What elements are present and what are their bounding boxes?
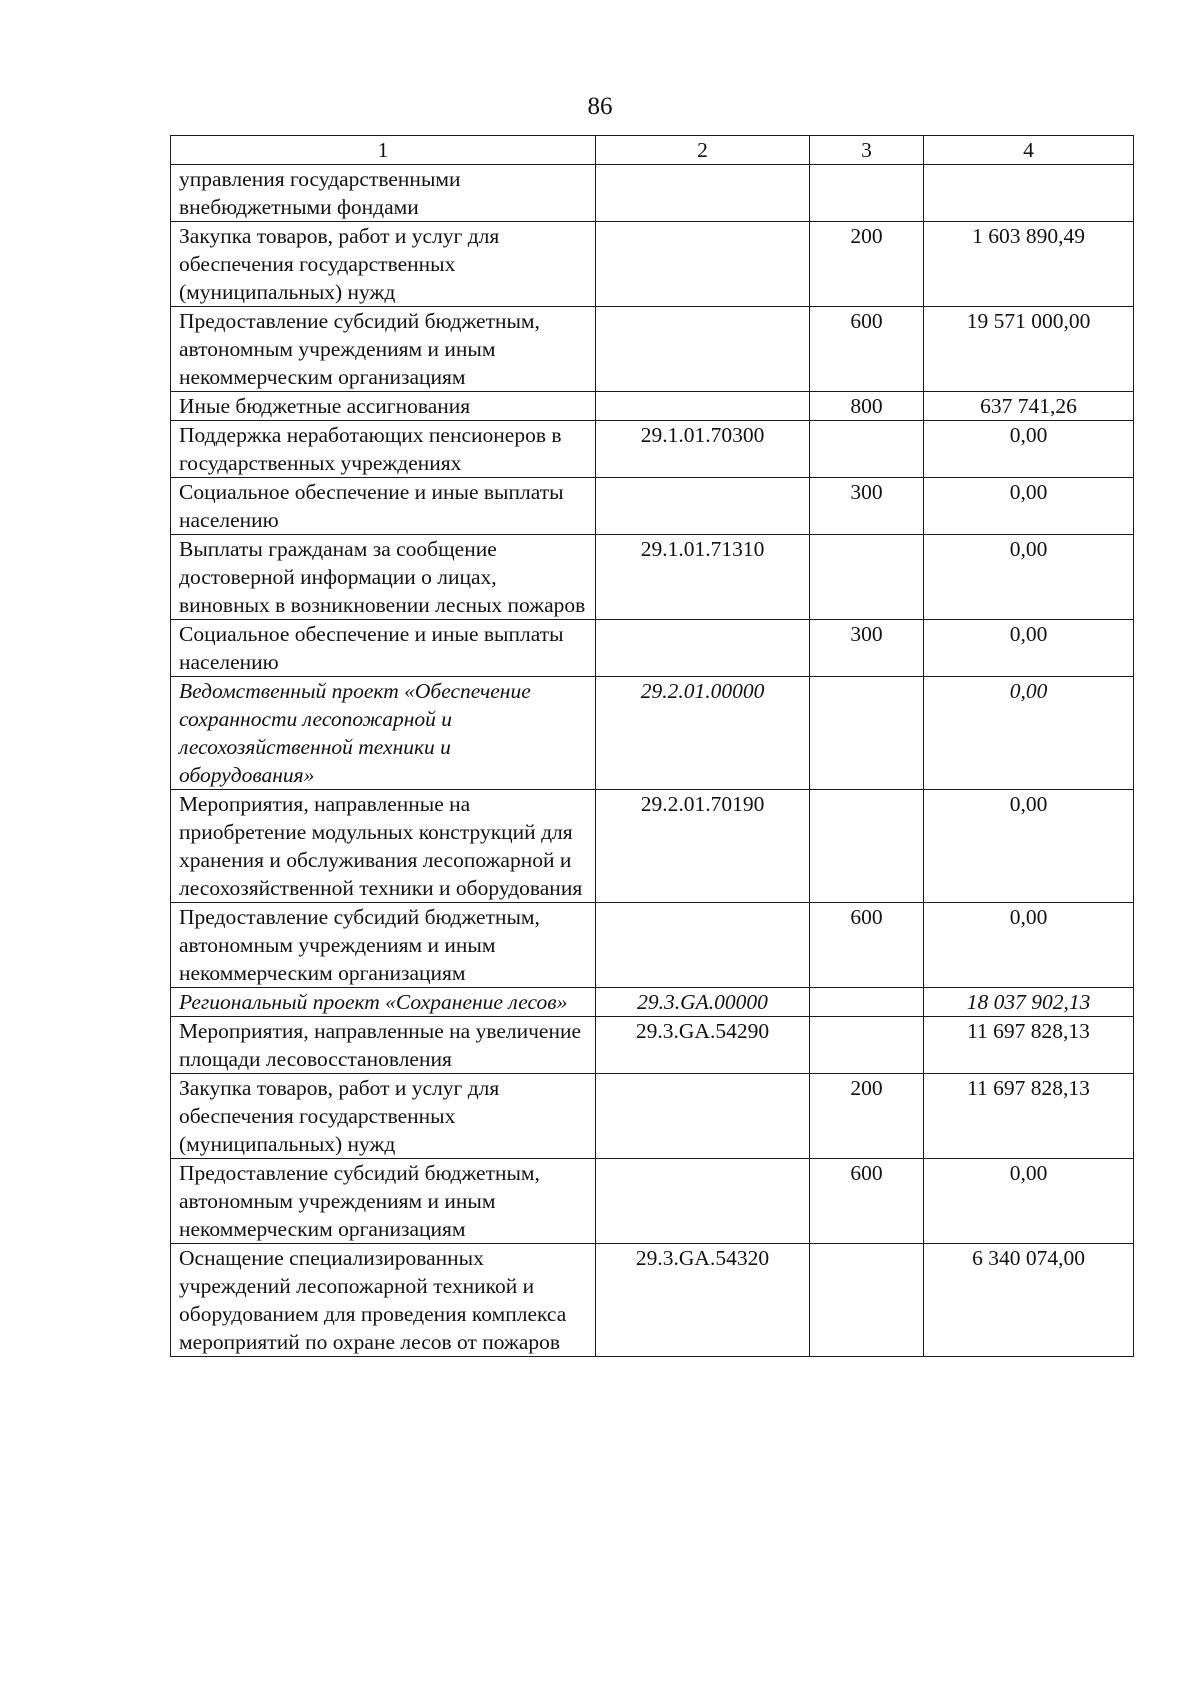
table-row	[171, 1074, 1134, 1159]
header-col-2: 2	[596, 136, 810, 165]
row-name-cell: Социальное обеспечение и иные выплаты населению	[171, 620, 596, 677]
row-amount-cell	[924, 165, 1134, 222]
row-code-cell	[596, 620, 810, 677]
table-row	[171, 1017, 1134, 1074]
row-amount-cell: 0,00	[924, 421, 1134, 478]
table-row	[171, 903, 1134, 988]
row-expense-type-cell: 200	[810, 1074, 924, 1159]
table-row	[171, 1159, 1134, 1244]
row-expense-type-cell	[810, 1017, 924, 1074]
table-row	[171, 1244, 1134, 1357]
row-name-cell: Ведомственный проект «Обеспечение сохранности лесопожарной и лесохозяйственной техники и оборудования»	[171, 677, 596, 790]
header-col-1: 1	[171, 136, 596, 165]
row-expense-type-cell: 600	[810, 903, 924, 988]
row-amount-cell: 1 603 890,49	[924, 222, 1134, 307]
row-expense-type-cell	[810, 988, 924, 1017]
budget-table	[170, 135, 1134, 1357]
row-code-cell: 29.2.01.00000	[596, 677, 810, 790]
row-amount-cell: 637 741,26	[924, 392, 1134, 421]
row-name-cell: Мероприятия, направленные на приобретение модульных конструкций для хранения и обслуживания лесопожарной и лесохозяйственной техники и оборудования	[171, 790, 596, 903]
row-code-cell	[596, 1159, 810, 1244]
row-code-cell	[596, 903, 810, 988]
row-code-cell: 29.1.01.70300	[596, 421, 810, 478]
row-name-cell: Предоставление субсидий бюджетным, автономным учреждениям и иным некоммерческим организациям	[171, 307, 596, 392]
row-name-cell: Выплаты гражданам за сообщение достоверной информации о лицах, виновных в возникновении лесных пожаров	[171, 535, 596, 620]
table-row	[171, 535, 1134, 620]
row-name-cell: управления государственными внебюджетными фондами	[171, 165, 596, 222]
row-expense-type-cell	[810, 421, 924, 478]
row-code-cell	[596, 165, 810, 222]
row-amount-cell: 0,00	[924, 620, 1134, 677]
row-code-cell: 29.3.GA.54290	[596, 1017, 810, 1074]
row-code-cell	[596, 222, 810, 307]
row-expense-type-cell: 600	[810, 1159, 924, 1244]
row-code-cell	[596, 307, 810, 392]
row-code-cell: 29.3.GA.54320	[596, 1244, 810, 1357]
row-name-cell: Иные бюджетные ассигнования	[171, 392, 596, 421]
table-row	[171, 222, 1134, 307]
header-row	[171, 136, 1134, 165]
row-name-cell: Поддержка неработающих пенсионеров в государственных учреждениях	[171, 421, 596, 478]
row-code-cell: 29.2.01.70190	[596, 790, 810, 903]
row-code-cell	[596, 1074, 810, 1159]
table-row	[171, 620, 1134, 677]
row-code-cell: 29.3.GA.00000	[596, 988, 810, 1017]
row-name-cell: Закупка товаров, работ и услуг для обеспечения государственных (муниципальных) нужд	[171, 222, 596, 307]
table-row	[171, 421, 1134, 478]
row-amount-cell: 0,00	[924, 677, 1134, 790]
table-row	[171, 307, 1134, 392]
row-amount-cell: 11 697 828,13	[924, 1074, 1134, 1159]
row-expense-type-cell: 300	[810, 620, 924, 677]
row-name-cell: Мероприятия, направленные на увеличение площади лесовосстановления	[171, 1017, 596, 1074]
table-row	[171, 677, 1134, 790]
table-header	[171, 136, 1134, 165]
row-amount-cell: 0,00	[924, 903, 1134, 988]
row-expense-type-cell: 200	[810, 222, 924, 307]
row-name-cell: Предоставление субсидий бюджетным, автономным учреждениям и иным некоммерческим организациям	[171, 903, 596, 988]
table-row	[171, 988, 1134, 1017]
row-expense-type-cell: 800	[810, 392, 924, 421]
table-body	[171, 165, 1134, 1357]
row-name-cell: Региональный проект «Сохранение лесов»	[171, 988, 596, 1017]
row-code-cell: 29.1.01.71310	[596, 535, 810, 620]
row-expense-type-cell: 300	[810, 478, 924, 535]
row-name-cell: Социальное обеспечение и иные выплаты населению	[171, 478, 596, 535]
row-expense-type-cell	[810, 677, 924, 790]
row-expense-type-cell	[810, 790, 924, 903]
page-number: 86	[587, 93, 613, 120]
row-amount-cell: 0,00	[924, 478, 1134, 535]
row-amount-cell: 0,00	[924, 790, 1134, 903]
table-row	[171, 478, 1134, 535]
row-expense-type-cell	[810, 1244, 924, 1357]
row-amount-cell: 18 037 902,13	[924, 988, 1134, 1017]
row-name-cell: Закупка товаров, работ и услуг для обеспечения государственных (муниципальных) нужд	[171, 1074, 596, 1159]
row-amount-cell: 11 697 828,13	[924, 1017, 1134, 1074]
row-name-cell: Предоставление субсидий бюджетным, автономным учреждениям и иным некоммерческим организациям	[171, 1159, 596, 1244]
row-expense-type-cell	[810, 535, 924, 620]
row-amount-cell: 0,00	[924, 535, 1134, 620]
table-row	[171, 392, 1134, 421]
row-amount-cell: 19 571 000,00	[924, 307, 1134, 392]
header-col-4: 4	[924, 136, 1134, 165]
row-expense-type-cell: 600	[810, 307, 924, 392]
row-code-cell	[596, 478, 810, 535]
table-row	[171, 790, 1134, 903]
row-amount-cell: 6 340 074,00	[924, 1244, 1134, 1357]
header-col-3: 3	[810, 136, 924, 165]
row-code-cell	[596, 392, 810, 421]
row-amount-cell: 0,00	[924, 1159, 1134, 1244]
row-name-cell: Оснащение специализированных учреждений лесопожарной техникой и оборудованием для проведения комплекса мероприятий по охране лесов от пожаров	[171, 1244, 596, 1357]
row-expense-type-cell	[810, 165, 924, 222]
table-row	[171, 165, 1134, 222]
